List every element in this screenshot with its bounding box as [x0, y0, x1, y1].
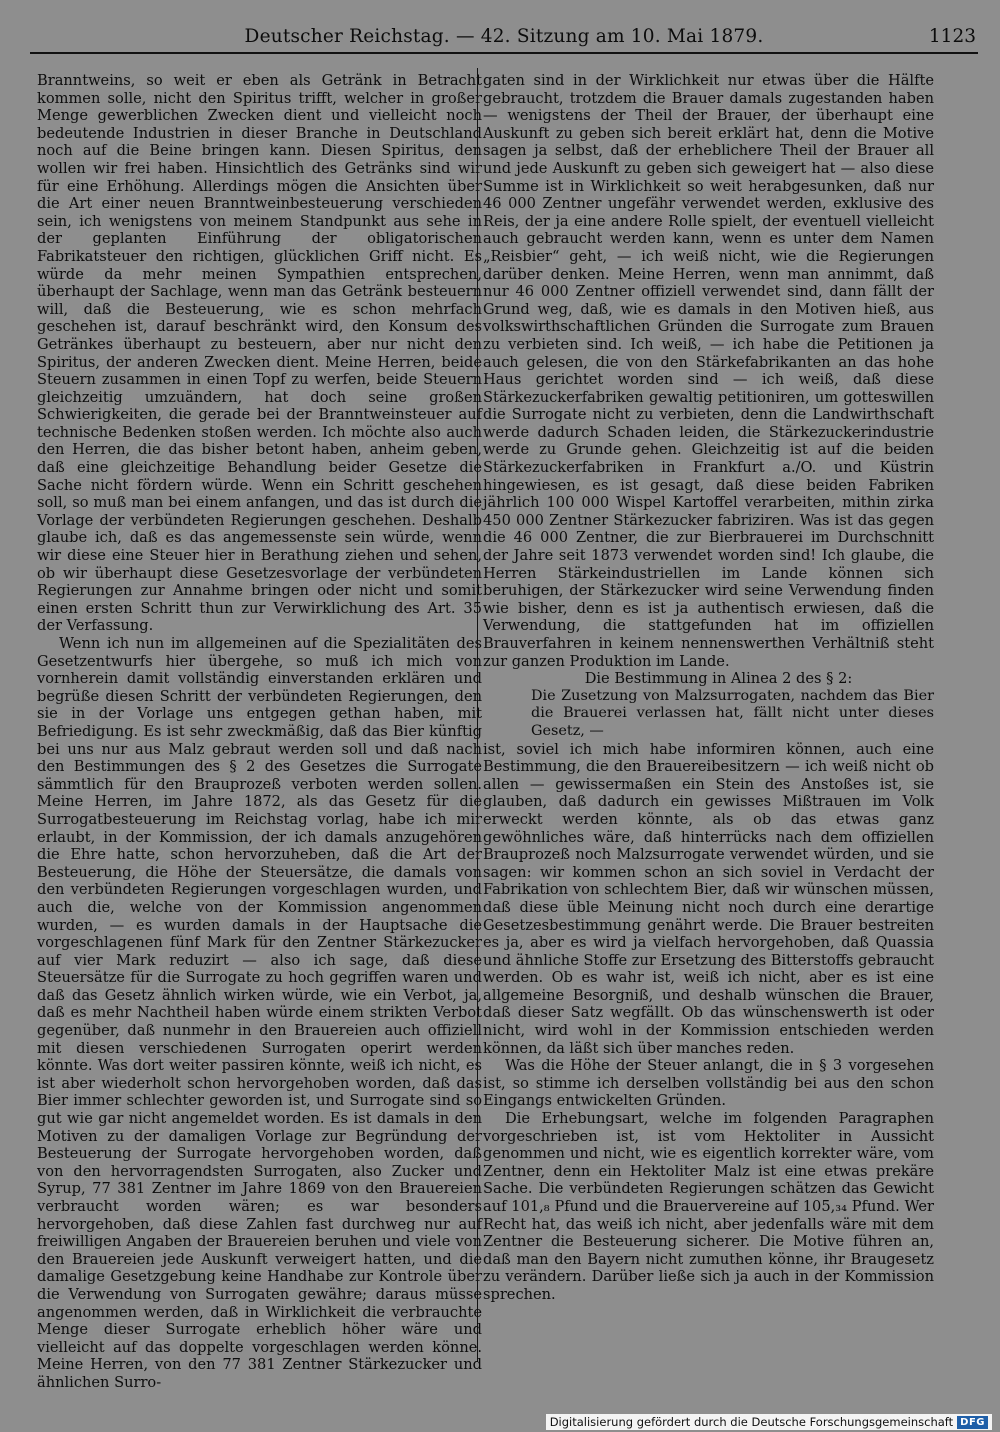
- paragraph: Die Erhebungsart, welche im folgenden Paragraphen vorgeschrieben ist, ist vom Hektoliter in Aussicht genommen und nicht, wie es eigentlich korrekter wäre, vom Zentner, denn ein Hektoliter Malz ist eine etwas prekäre Sache. Die verbündeten Regierungen schätzen das Gewicht auf 101,₈ Pfund und die Brauervereine auf 105,₃₄ Pfund. Wer Recht hat, das weiß ich nicht, aber jedenfalls wäre mit dem Zentner die Besteuerung sicherer. Die Motive führen an, daß man den Bayern nicht zumuthen könne, ihr Braugesetz zu verändern. Darüber ließe sich ja auch in der Kommission sprechen.: [483, 1110, 934, 1303]
- left-column: [37, 72, 482, 1391]
- column-divider: [477, 68, 478, 1362]
- page-header: [30, 22, 978, 54]
- paragraph: gaten sind in der Wirklichkeit nur etwas über die Hälfte gebraucht, trotzdem die Brauer damals zugestanden haben — wenigstens der Theil der Brauer, der überhaupt eine Auskunft zu geben sich bereit erklärt hat, denn die Motive sagen ja selbst, daß der erheblichere Theil der Brauer all und jede Auskunft zu geben sich geweigert hat — also diese Summe ist in Wirklichkeit so weit herabgesunken, daß nur 46 000 Zentner ungefähr verwendet werden, exklusive des Reis, der ja eine andere Rolle spielt, der eventuell vielleicht auch gebraucht werden kann, wenn es unter dem Namen „Reisbier“ geht, — ich weiß nicht, wie die Regierungen darüber denken. Meine Herren, wenn man annimmt, daß nur 46 000 Zentner offiziell verwendet sind, dann fällt der Grund weg, daß, wie es damals in den Motiven hieß, aus volkswirthschaftlichen Gründen die Surrogate zum Brauen zu verbieten sind. Ich weiß, — ich habe die Petitionen ja auch gelesen, die von den Stärkefabrikanten an das hohe Haus gerichtet worden sind — ich weiß, daß diese Stärkezuckerfabriken gewaltig petitioniren, um gotteswillen die Surrogate nicht zu verbieten, denn die Landwirthschaft werde dadurch Schaden leiden, die Stärkezuckerindustrie werde zu Grunde gehen. Gleichzeitig ist auf die beiden Stärkezuckerfabriken in Frankfurt a./O. und Küstrin hingewiesen, es ist gesagt, daß diese beiden Fabriken jährlich 100 000 Wispel Kartoffel verarbeiten, mithin zirka 450 000 Zentner Stärkezucker fabriziren. Was ist das gegen die 46 000 Zentner, die zur Bierbrauerei im Durchschnitt der Jahre seit 1873 verwendet worden sind! Ich glaube, die Herren Stärkeindustriellen im Lande können sich beruhigen, der Stärkezucker wird seine Verwendung finden wie bisher, denn es ist ja authentisch erwiesen, daß die Verwendung, die stattgefunden hat im offiziellen Brauverfahren in keinem nennenswerthen Verhältniß steht zur ganzen Produktion im Lande.: [483, 72, 934, 670]
- right-column: [483, 72, 934, 1332]
- paragraph: Was die Höhe der Steuer anlangt, die in § 3 vorgesehen ist, so stimme ich derselben vollständig bei aus den schon Eingangs entwickelten Gründen.: [483, 1057, 934, 1110]
- page-number: 1123: [928, 26, 976, 47]
- paragraph: Branntweins, so weit er eben als Getränk in Betracht kommen solle, nicht den Spiritus trifft, welcher in großer Menge gewerblichen Zwecken dient und vielleicht noch bedeutende Industrien in dieser Branche in Deutschland noch auf die Beine bringen kann. Diesen Spiritus, den wollen wir frei haben. Hinsichtlich des Getränks sind wir für eine Erhöhung. Allerdings mögen die Ansichten über die Art einer neuen Branntweinbesteuerung verschieden sein, ich wenigstens von meinem Standpunkt aus sehe in der geplanten Einführung der obligatorischen Fabrikatsteuer den richtigen, glücklichen Griff nicht. Es würde da mehr meinen Sympathien entsprechen, überhaupt der Sachlage, wenn man das Getränk besteuern will, daß die Besteuerung, wie es schon mehrfach geschehen ist, darauf beschränkt wird, den Konsum des Getränkes überhaupt zu besteuern, aber nur nicht den Spiritus, der anderen Zwecken dient. Meine Herren, beide Steuern zusammen in einen Topf zu werfen, beide Steuern gleichzeitig umzuändern, hat doch seine großen Schwierigkeiten, die gerade bei der Branntweinsteuer auf technische Bedenken stoßen werden. Ich möchte also auch den Herren, die das bisher betont haben, anheim geben, daß eine gleichzeitige Behandlung beider Gesetze die Sache nicht fördern würde. Wenn ein Schritt geschehen soll, so muß man bei einem anfangen, und das ist durch die Vorlage der verbündeten Regierungen geschehen. Deshalb glaube ich, daß es das angemessenste sein würde, wenn wir diese eine Steuer hier in Berathung ziehen und sehen, ob wir überhaupt diese Gesetzesvorlage der verbündeten Regierungen zur Annahme bringen oder nicht und somit einen ersten Schritt thun zur Verwirklichung des Art. 35 der Verfassung.: [37, 72, 482, 635]
- paragraph-heading: Die Bestimmung in Alinea 2 des § 2:: [584, 670, 853, 688]
- paragraph: ist, soviel ich mich habe informiren können, auch eine Bestimmung, die den Brauereibesitzern — ich weiß nicht ob allen — gewissermaßen ein Stein des Anstoßes ist, sie glauben, daß dadurch ein gewisses Mißtrauen im Volk erweckt werden könnte, als ob das etwas ganz gewöhnliches wäre, daß hinterrücks nach dem offiziellen Brauprozeß noch Malzsurrogate verwendet würden, und sie sagen: wir kommen schon an sich soviel in Verdacht der Fabrikation von schlechtem Bier, daß wir wünschen müssen, daß diese üble Meinung nicht noch durch eine derartige Gesetzesbestimmung genährt werde. Die Brauer bestreiten es ja, aber es wird ja vielfach hervorgehoben, daß Quassia und ähnliche Stoffe zur Ersetzung des Bitterstoffs gebraucht werden. Ob es wahr ist, weiß ich nicht, aber es ist eine allgemeine Besorgniß, und deshalb wünschen die Brauer, daß dieser Satz wegfällt. Ob das wünschenswerth ist oder nicht, wird wohl in der Kommission entschieden werden können, da läßt sich über manches reden.: [483, 740, 934, 1057]
- digitization-credit: [546, 1414, 992, 1430]
- dfg-logo: DFG: [957, 1416, 988, 1429]
- paragraph: Wenn ich nun im allgemeinen auf die Spezialitäten des Gesetzentwurfs hier übergehe, so muß ich mich von vornherein damit vollständig einverstanden erklären und begrüße diesen Schritt der verbündeten Regierungen, den sie in der Vorlage uns entgegen gethan haben, mit Befriedigung. Es ist sehr zweckmäßig, daß das Bier künftig bei uns nur aus Malz gebraut werden soll und daß nach den Bestimmungen des § 2 des Gesetzes die Surrogate sämmtlich für den Brauprozeß verboten werden sollen. Meine Herren, im Jahre 1872, als das Gesetz für die Surrogatbesteuerung im Reichstag vorlag, habe ich mir erlaubt, in der Kommission, der ich damals anzugehören die Ehre hatte, schon hervorzuheben, daß die Art der Besteuerung, die Höhe der Steuersätze, die damals von den verbündeten Regierungen vorgeschlagen wurden, und auch die, welche von der Kommission angenommen wurden, — es wurden damals in der Hauptsache die vorgeschlagenen fünf Mark für den Zentner Stärkezucker auf vier Mark reduzirt — also ich sage, daß diese Steuersätze für die Surrogate zu hoch gegriffen waren und daß das Gesetz ähnlich wirken würde, wie ein Verbot, ja, daß es mehr Nachtheil haben würde einem strikten Verbot gegenüber, daß nunmehr in den Brauereien auch offiziell mit diesen verschiedenen Surrogaten operirt werden könnte. Was dort weiter passiren könnte, weiß ich nicht, es ist aber wiederholt schon hervorgehoben worden, daß das Bier immer schlechter geworden ist, und Surrogate sind so gut wie gar nicht angemeldet worden. Es ist damals in den Motiven zu der damaligen Vorlage zur Begründung der Besteuerung der Surrogate hervorgehoben worden, daß von den hervorragendsten Surrogaten, also Zucker und Syrup, 77 381 Zentner im Jahre 1869 von den Brauereien verbraucht worden wären; es war besonders hervorgehoben, daß diese Zahlen fast durchweg nur auf freiwilligen Angaben der Brauereien beruhen und viele von den Brauereien jede Auskunft verweigert hatten, und die damalige Gesetzgebung keine Handhabe zur Kontrole über die Verwendung von Surrogaten gewähre; daraus müsse angenommen werden, daß in Wirklichkeit die verbrauchte Menge dieser Surrogate erheblich höher wäre und vielleicht auf das doppelte vorgeschlagen werden könne. Meine Herren, von den 77 381 Zentner Stärkezucker und ähnlichen Surro-: [37, 635, 482, 1391]
- credit-text: Digitalisierung gefördert durch die Deutsche Forschungsgemeinschaft: [549, 1415, 954, 1429]
- header-title: Deutscher Reichstag. — 42. Sitzung am 10. Mai 1879.: [244, 26, 764, 47]
- block-quote: Die Zusetzung von Malzsurrogaten, nachdem das Bier die Brauerei verlassen hat, fällt nicht unter dieses Gesetz, —: [531, 687, 934, 739]
